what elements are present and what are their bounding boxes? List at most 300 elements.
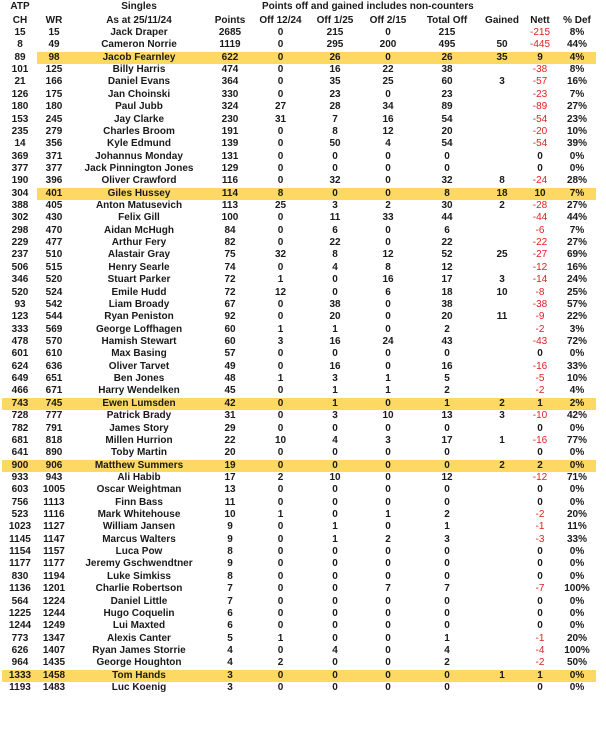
cell-wr: 180 bbox=[45, 101, 63, 113]
cell-off-12-24: 0 bbox=[277, 125, 284, 137]
cell-off-2-15: 10 bbox=[382, 410, 394, 422]
cell-total-off: 17 bbox=[441, 274, 453, 286]
cell-atp-ch: 756 bbox=[11, 496, 29, 508]
cell-pct-def: 57% bbox=[566, 298, 587, 310]
cell-wr: 890 bbox=[45, 447, 63, 459]
cell-gained: 3 bbox=[499, 410, 505, 422]
cell-gained bbox=[480, 633, 524, 645]
cell-pct-def: 50% bbox=[566, 657, 587, 669]
cell-player-name: Kyle Edmund bbox=[107, 138, 171, 150]
cell-nett: -6 bbox=[535, 224, 545, 236]
cell-total-off: 0 bbox=[444, 447, 450, 459]
cell-points: 49 bbox=[224, 360, 236, 372]
cell-off-12-24: 1 bbox=[277, 274, 284, 286]
cell-total-off: 22 bbox=[441, 237, 453, 249]
cell-player-name: Alexis Canter bbox=[107, 632, 171, 644]
cell-off-1-25: 1 bbox=[332, 385, 338, 397]
cell-wr: 1005 bbox=[42, 484, 66, 496]
cell-off-2-15: 0 bbox=[385, 422, 391, 434]
cell-atp-ch: 830 bbox=[11, 570, 29, 582]
cell-points: 330 bbox=[221, 88, 239, 100]
cell-total-off: 2 bbox=[444, 657, 450, 669]
header-off-12-24: Off 12/24 bbox=[259, 14, 302, 26]
cell-off-2-15: 200 bbox=[379, 39, 397, 51]
cell-player-name: Charles Broom bbox=[103, 125, 175, 137]
cell-total-off: 1 bbox=[444, 397, 450, 409]
cell-off-1-25: 0 bbox=[332, 669, 338, 681]
cell-points: 22 bbox=[224, 434, 236, 446]
cell-nett: -57 bbox=[532, 76, 548, 88]
cell-gained: 2 bbox=[499, 459, 505, 471]
cell-off-12-24: 0 bbox=[277, 682, 284, 694]
cell-nett: 0 bbox=[537, 447, 543, 459]
cell-off-2-15: 34 bbox=[382, 101, 394, 113]
table-row bbox=[0, 89, 606, 101]
cell-nett: -44 bbox=[532, 212, 548, 224]
cell-atp-ch: 304 bbox=[11, 187, 29, 199]
cell-pct-def: 24% bbox=[566, 274, 587, 286]
cell-total-off: 2 bbox=[444, 509, 450, 521]
header-pct-def: % Def bbox=[563, 14, 591, 26]
cell-off-2-15: 0 bbox=[385, 607, 391, 619]
cell-off-2-15: 0 bbox=[385, 546, 391, 558]
cell-pct-def: 3% bbox=[569, 323, 585, 335]
cell-wr: 1458 bbox=[42, 669, 66, 681]
cell-pct-def: 27% bbox=[566, 237, 587, 249]
cell-gained bbox=[480, 484, 524, 496]
cell-off-1-25: 26 bbox=[329, 51, 341, 63]
cell-pct-def: 8% bbox=[569, 27, 585, 38]
cell-pct-def: 0% bbox=[569, 484, 585, 496]
cell-off-1-25: 20 bbox=[329, 311, 341, 323]
cell-player-name: Hugo Coquelin bbox=[103, 607, 175, 619]
table-row bbox=[0, 633, 606, 645]
table-row bbox=[0, 620, 606, 632]
cell-pct-def: 0% bbox=[569, 162, 585, 174]
cell-atp-ch: 377 bbox=[11, 162, 29, 174]
cell-pct-def: 0% bbox=[569, 607, 585, 619]
cell-player-name: Ryan Peniston bbox=[104, 311, 174, 323]
cell-points: 1119 bbox=[219, 39, 241, 51]
cell-player-name: Luke Simkiss bbox=[107, 570, 171, 582]
cell-total-off: 5 bbox=[444, 373, 450, 385]
cell-gained bbox=[480, 571, 524, 583]
cell-off-12-24: 3 bbox=[277, 335, 284, 347]
cell-gained bbox=[480, 447, 524, 459]
cell-off-2-15: 7 bbox=[385, 583, 391, 595]
cell-player-name: Jay Clarke bbox=[113, 113, 165, 125]
cell-off-1-25: 35 bbox=[329, 76, 341, 88]
cell-off-1-25: 0 bbox=[332, 632, 338, 644]
cell-off-1-25: 0 bbox=[332, 484, 338, 496]
cell-off-12-24: 0 bbox=[277, 620, 284, 632]
header-atp: ATP bbox=[10, 1, 30, 12]
cell-nett: 0 bbox=[537, 558, 543, 570]
cell-player-name: Giles Hussey bbox=[107, 187, 171, 199]
cell-gained bbox=[480, 497, 524, 509]
cell-pct-def: 39% bbox=[566, 138, 587, 150]
cell-off-2-15: 4 bbox=[385, 138, 391, 150]
table-row bbox=[0, 249, 606, 261]
cell-atp-ch: 1244 bbox=[8, 620, 32, 632]
cell-points: 48 bbox=[224, 373, 236, 385]
cell-off-12-24: 0 bbox=[277, 261, 284, 273]
cell-gained bbox=[480, 89, 524, 101]
table-row bbox=[0, 361, 606, 373]
cell-wr: 396 bbox=[45, 175, 63, 187]
cell-player-name: George Houghton bbox=[96, 657, 182, 669]
cell-off-1-25: 0 bbox=[332, 447, 338, 459]
cell-player-name: James Story bbox=[109, 422, 169, 434]
cell-off-1-25: 16 bbox=[329, 335, 341, 347]
cell-points: 116 bbox=[221, 175, 239, 187]
cell-gained bbox=[480, 336, 524, 348]
cell-points: 9 bbox=[227, 521, 233, 533]
cell-points: 230 bbox=[221, 113, 239, 125]
cell-player-name: Luca Pow bbox=[115, 546, 163, 558]
cell-atp-ch: 506 bbox=[11, 261, 29, 273]
cell-off-12-24: 0 bbox=[277, 484, 284, 496]
cell-player-name: Stuart Parker bbox=[107, 274, 171, 286]
cell-off-2-15: 0 bbox=[385, 237, 391, 249]
cell-gained bbox=[480, 114, 524, 126]
cell-atp-ch: 964 bbox=[11, 657, 29, 669]
cell-off-12-24: 0 bbox=[277, 533, 284, 545]
cell-off-1-25: 3 bbox=[332, 200, 338, 212]
cell-total-off: 30 bbox=[441, 200, 453, 212]
cell-off-1-25: 0 bbox=[332, 583, 338, 595]
cell-off-12-24: 10 bbox=[274, 434, 287, 446]
cell-points: 60 bbox=[224, 335, 236, 347]
cell-nett: -12 bbox=[532, 261, 548, 273]
cell-wr: 1157 bbox=[43, 546, 65, 558]
cell-nett: -89 bbox=[532, 101, 548, 113]
cell-wr: 569 bbox=[45, 323, 63, 335]
cell-off-12-24: 0 bbox=[277, 447, 284, 459]
cell-total-off: 16 bbox=[441, 360, 453, 372]
cell-gained bbox=[480, 163, 524, 175]
table-row bbox=[0, 299, 606, 311]
cell-nett: -54 bbox=[532, 138, 548, 150]
cell-pct-def: 10% bbox=[566, 373, 587, 385]
cell-atp-ch: 523 bbox=[11, 509, 29, 521]
cell-pct-def: 0% bbox=[569, 348, 585, 360]
cell-total-off: 1 bbox=[444, 521, 450, 533]
cell-off-12-24: 1 bbox=[277, 632, 284, 644]
cell-gained: 1 bbox=[499, 669, 505, 681]
cell-off-2-15: 12 bbox=[382, 249, 394, 261]
cell-gained bbox=[480, 27, 524, 39]
cell-wr: 430 bbox=[45, 212, 63, 224]
table-row bbox=[0, 175, 606, 187]
cell-wr: 510 bbox=[45, 249, 63, 261]
cell-off-12-24: 0 bbox=[277, 298, 284, 310]
cell-atp-ch: 89 bbox=[14, 51, 26, 63]
cell-gained bbox=[480, 558, 524, 570]
cell-total-off: 26 bbox=[441, 51, 453, 63]
header-note: Points off and gained includes non-counters bbox=[262, 1, 474, 12]
cell-player-name: Max Basing bbox=[111, 348, 167, 360]
cell-wr: 542 bbox=[45, 298, 63, 310]
cell-points: 13 bbox=[224, 484, 236, 496]
cell-pct-def: 0% bbox=[569, 595, 585, 607]
cell-wr: 610 bbox=[45, 348, 63, 360]
cell-atp-ch: 641 bbox=[11, 447, 29, 459]
cell-atp-ch: 1177 bbox=[9, 558, 31, 570]
cell-off-1-25: 28 bbox=[329, 101, 341, 113]
cell-player-name: Ben Jones bbox=[113, 373, 165, 385]
cell-wr: 515 bbox=[45, 261, 63, 273]
cell-off-1-25: 0 bbox=[332, 682, 338, 694]
cell-points: 11 bbox=[224, 496, 236, 508]
cell-player-name: Millen Hurrion bbox=[105, 434, 173, 446]
cell-wr: 544 bbox=[45, 311, 63, 323]
cell-off-12-24: 0 bbox=[277, 570, 284, 582]
cell-off-1-25: 0 bbox=[332, 607, 338, 619]
cell-off-1-25: 0 bbox=[332, 570, 338, 582]
cell-pct-def: 0% bbox=[569, 496, 585, 508]
cell-player-name: Jacob Fearnley bbox=[102, 51, 176, 63]
cell-off-1-25: 0 bbox=[332, 348, 338, 360]
cell-off-1-25: 50 bbox=[329, 138, 341, 150]
cell-pct-def: 33% bbox=[566, 533, 587, 545]
cell-wr: 1224 bbox=[42, 595, 66, 607]
table-row bbox=[0, 521, 606, 533]
cell-nett: 0 bbox=[537, 348, 543, 360]
cell-atp-ch: 190 bbox=[11, 175, 29, 187]
cell-player-name: Ali Habib bbox=[117, 471, 161, 483]
cell-off-12-24: 0 bbox=[277, 410, 284, 422]
cell-total-off: 0 bbox=[444, 422, 450, 434]
cell-total-off: 0 bbox=[444, 682, 450, 694]
cell-nett: -16 bbox=[532, 360, 548, 372]
cell-off-2-15: 16 bbox=[382, 113, 394, 125]
cell-atp-ch: 101 bbox=[11, 64, 29, 76]
cell-off-2-15: 0 bbox=[385, 311, 391, 323]
cell-gained bbox=[480, 151, 524, 163]
cell-pct-def: 0% bbox=[569, 546, 585, 558]
cell-total-off: 23 bbox=[441, 88, 453, 100]
cell-off-12-24: 0 bbox=[277, 212, 284, 224]
cell-pct-def: 20% bbox=[566, 509, 587, 521]
cell-nett: -28 bbox=[532, 200, 548, 212]
table-row bbox=[0, 76, 606, 88]
cell-player-name: Mark Whitehouse bbox=[97, 509, 181, 521]
cell-player-name: Tom Hands bbox=[112, 669, 166, 681]
table-row bbox=[0, 274, 606, 286]
cell-atp-ch: 900 bbox=[11, 459, 29, 471]
cell-points: 31 bbox=[224, 410, 236, 422]
cell-pct-def: 25% bbox=[566, 286, 587, 298]
cell-player-name: Ryan James Storrie bbox=[92, 644, 186, 656]
cell-off-12-24: 0 bbox=[277, 669, 284, 681]
table-row bbox=[0, 64, 606, 76]
cell-wr: 791 bbox=[45, 422, 63, 434]
cell-pct-def: 77% bbox=[566, 434, 587, 446]
cell-player-name: Lui Maxted bbox=[112, 620, 166, 632]
table-row bbox=[0, 126, 606, 138]
cell-off-1-25: 0 bbox=[332, 657, 338, 669]
cell-off-2-15: 0 bbox=[385, 471, 391, 483]
cell-total-off: 18 bbox=[441, 286, 453, 298]
cell-pct-def: 0% bbox=[569, 570, 585, 582]
cell-player-name: Aidan McHugh bbox=[104, 224, 174, 236]
cell-off-1-25: 0 bbox=[332, 496, 338, 508]
table-row bbox=[0, 39, 606, 51]
cell-nett: 0 bbox=[537, 150, 543, 162]
header-ch: CH bbox=[12, 14, 28, 26]
cell-off-1-25: 1 bbox=[332, 533, 338, 545]
table-row bbox=[0, 225, 606, 237]
cell-atp-ch: 180 bbox=[11, 101, 29, 113]
cell-points: 8 bbox=[227, 570, 233, 582]
cell-nett: -43 bbox=[532, 335, 548, 347]
cell-off-2-15: 0 bbox=[385, 323, 391, 335]
cell-pct-def: 71% bbox=[566, 471, 587, 483]
cell-points: 82 bbox=[224, 237, 236, 249]
cell-nett: 9 bbox=[537, 51, 543, 63]
cell-pct-def: 100% bbox=[564, 644, 590, 656]
cell-off-2-15: 0 bbox=[385, 459, 391, 471]
cell-total-off: 1 bbox=[444, 632, 450, 644]
table-row bbox=[0, 287, 606, 299]
cell-gained bbox=[480, 138, 524, 150]
cell-pct-def: 8% bbox=[569, 64, 585, 76]
cell-points: 2685 bbox=[218, 27, 242, 38]
cell-off-1-25: 32 bbox=[329, 175, 341, 187]
cell-off-1-25: 215 bbox=[326, 27, 344, 38]
cell-pct-def: 4% bbox=[569, 51, 585, 63]
cell-atp-ch: 728 bbox=[11, 410, 29, 422]
cell-gained bbox=[480, 225, 524, 237]
cell-off-12-24: 1 bbox=[277, 323, 284, 335]
header-off-2-15: Off 2/15 bbox=[369, 14, 407, 26]
cell-wr: 1127 bbox=[43, 521, 65, 533]
cell-gained: 2 bbox=[499, 200, 505, 212]
table-row bbox=[0, 608, 606, 620]
cell-points: 19 bbox=[224, 459, 236, 471]
cell-off-2-15: 0 bbox=[385, 484, 391, 496]
cell-off-12-24: 0 bbox=[277, 644, 284, 656]
cell-total-off: 495 bbox=[438, 39, 456, 51]
cell-gained bbox=[480, 596, 524, 608]
cell-off-12-24: 12 bbox=[274, 286, 287, 298]
cell-off-2-15: 0 bbox=[385, 224, 391, 236]
cell-total-off: 12 bbox=[441, 261, 453, 273]
cell-wr: 1347 bbox=[42, 632, 66, 644]
cell-atp-ch: 933 bbox=[11, 471, 29, 483]
cell-points: 20 bbox=[224, 447, 236, 459]
cell-nett: 0 bbox=[537, 620, 543, 632]
cell-off-1-25: 6 bbox=[332, 224, 338, 236]
cell-atp-ch: 520 bbox=[11, 286, 29, 298]
cell-wr: 401 bbox=[45, 187, 63, 199]
cell-wr: 125 bbox=[45, 64, 63, 76]
cell-atp-ch: 743 bbox=[11, 397, 29, 409]
cell-off-2-15: 0 bbox=[385, 360, 391, 372]
cell-total-off: 4 bbox=[444, 644, 450, 656]
cell-total-off: 0 bbox=[444, 546, 450, 558]
cell-total-off: 0 bbox=[444, 607, 450, 619]
cell-nett: -38 bbox=[532, 64, 548, 76]
cell-wr: 98 bbox=[48, 51, 60, 63]
cell-off-2-15: 0 bbox=[385, 397, 391, 409]
cell-points: 74 bbox=[224, 261, 236, 273]
cell-off-2-15: 1 bbox=[385, 385, 391, 397]
cell-pct-def: 11% bbox=[567, 521, 587, 533]
cell-nett: -16 bbox=[532, 434, 548, 446]
table-row bbox=[0, 237, 606, 249]
cell-off-2-15: 1 bbox=[385, 373, 391, 385]
cell-player-name: Emile Hudd bbox=[111, 286, 167, 298]
cell-wr: 1483 bbox=[42, 682, 66, 694]
cell-gained bbox=[480, 385, 524, 397]
cell-player-name: Daniel Little bbox=[110, 595, 168, 607]
header-row-2 bbox=[0, 14, 606, 28]
table-row bbox=[0, 151, 606, 163]
header-gained: Gained bbox=[485, 14, 519, 26]
cell-points: 364 bbox=[221, 76, 239, 88]
cell-total-off: 17 bbox=[441, 434, 453, 446]
cell-nett: -23 bbox=[532, 88, 548, 100]
cell-atp-ch: 388 bbox=[11, 200, 29, 212]
cell-player-name: Oliver Tarvet bbox=[108, 360, 170, 372]
cell-points: 114 bbox=[221, 187, 239, 199]
cell-atp-ch: 624 bbox=[11, 360, 29, 372]
cell-off-2-15: 0 bbox=[385, 558, 391, 570]
cell-nett: -5 bbox=[535, 373, 545, 385]
cell-total-off: 0 bbox=[444, 150, 450, 162]
table-row-highlighted bbox=[0, 460, 606, 472]
cell-pct-def: 69% bbox=[566, 249, 587, 261]
cell-atp-ch: 1193 bbox=[9, 682, 31, 694]
cell-off-12-24: 0 bbox=[277, 521, 284, 533]
cell-total-off: 2 bbox=[444, 323, 450, 335]
table-row bbox=[0, 509, 606, 521]
cell-gained: 25 bbox=[496, 249, 508, 261]
cell-player-name: Marcus Walters bbox=[102, 533, 176, 545]
cell-off-1-25: 1 bbox=[332, 397, 338, 409]
cell-nett: 2 bbox=[537, 459, 543, 471]
cell-points: 129 bbox=[221, 162, 239, 174]
cell-nett: 0 bbox=[537, 546, 543, 558]
cell-gained bbox=[480, 237, 524, 249]
cell-gained: 11 bbox=[496, 311, 508, 323]
cell-atp-ch: 123 bbox=[11, 311, 29, 323]
cell-atp-ch: 302 bbox=[11, 212, 29, 224]
cell-wr: 49 bbox=[48, 39, 60, 51]
cell-wr: 371 bbox=[45, 150, 63, 162]
cell-off-1-25: 0 bbox=[332, 274, 338, 286]
cell-nett: -2 bbox=[535, 509, 545, 521]
cell-atp-ch: 237 bbox=[11, 249, 29, 261]
cell-player-name: Patrick Brady bbox=[106, 410, 172, 422]
cell-off-12-24: 0 bbox=[277, 64, 284, 76]
cell-gained bbox=[480, 682, 524, 694]
cell-off-1-25: 0 bbox=[332, 150, 338, 162]
cell-off-2-15: 0 bbox=[385, 682, 391, 694]
cell-total-off: 38 bbox=[441, 298, 453, 310]
cell-player-name: Charlie Robertson bbox=[95, 583, 183, 595]
cell-points: 7 bbox=[227, 583, 233, 595]
cell-total-off: 0 bbox=[444, 162, 450, 174]
cell-nett: 0 bbox=[537, 484, 543, 496]
cell-total-off: 13 bbox=[441, 410, 453, 422]
cell-gained bbox=[480, 509, 524, 521]
cell-off-2-15: 8 bbox=[385, 261, 391, 273]
cell-off-12-24: 25 bbox=[274, 200, 287, 212]
cell-off-2-15: 0 bbox=[385, 187, 391, 199]
